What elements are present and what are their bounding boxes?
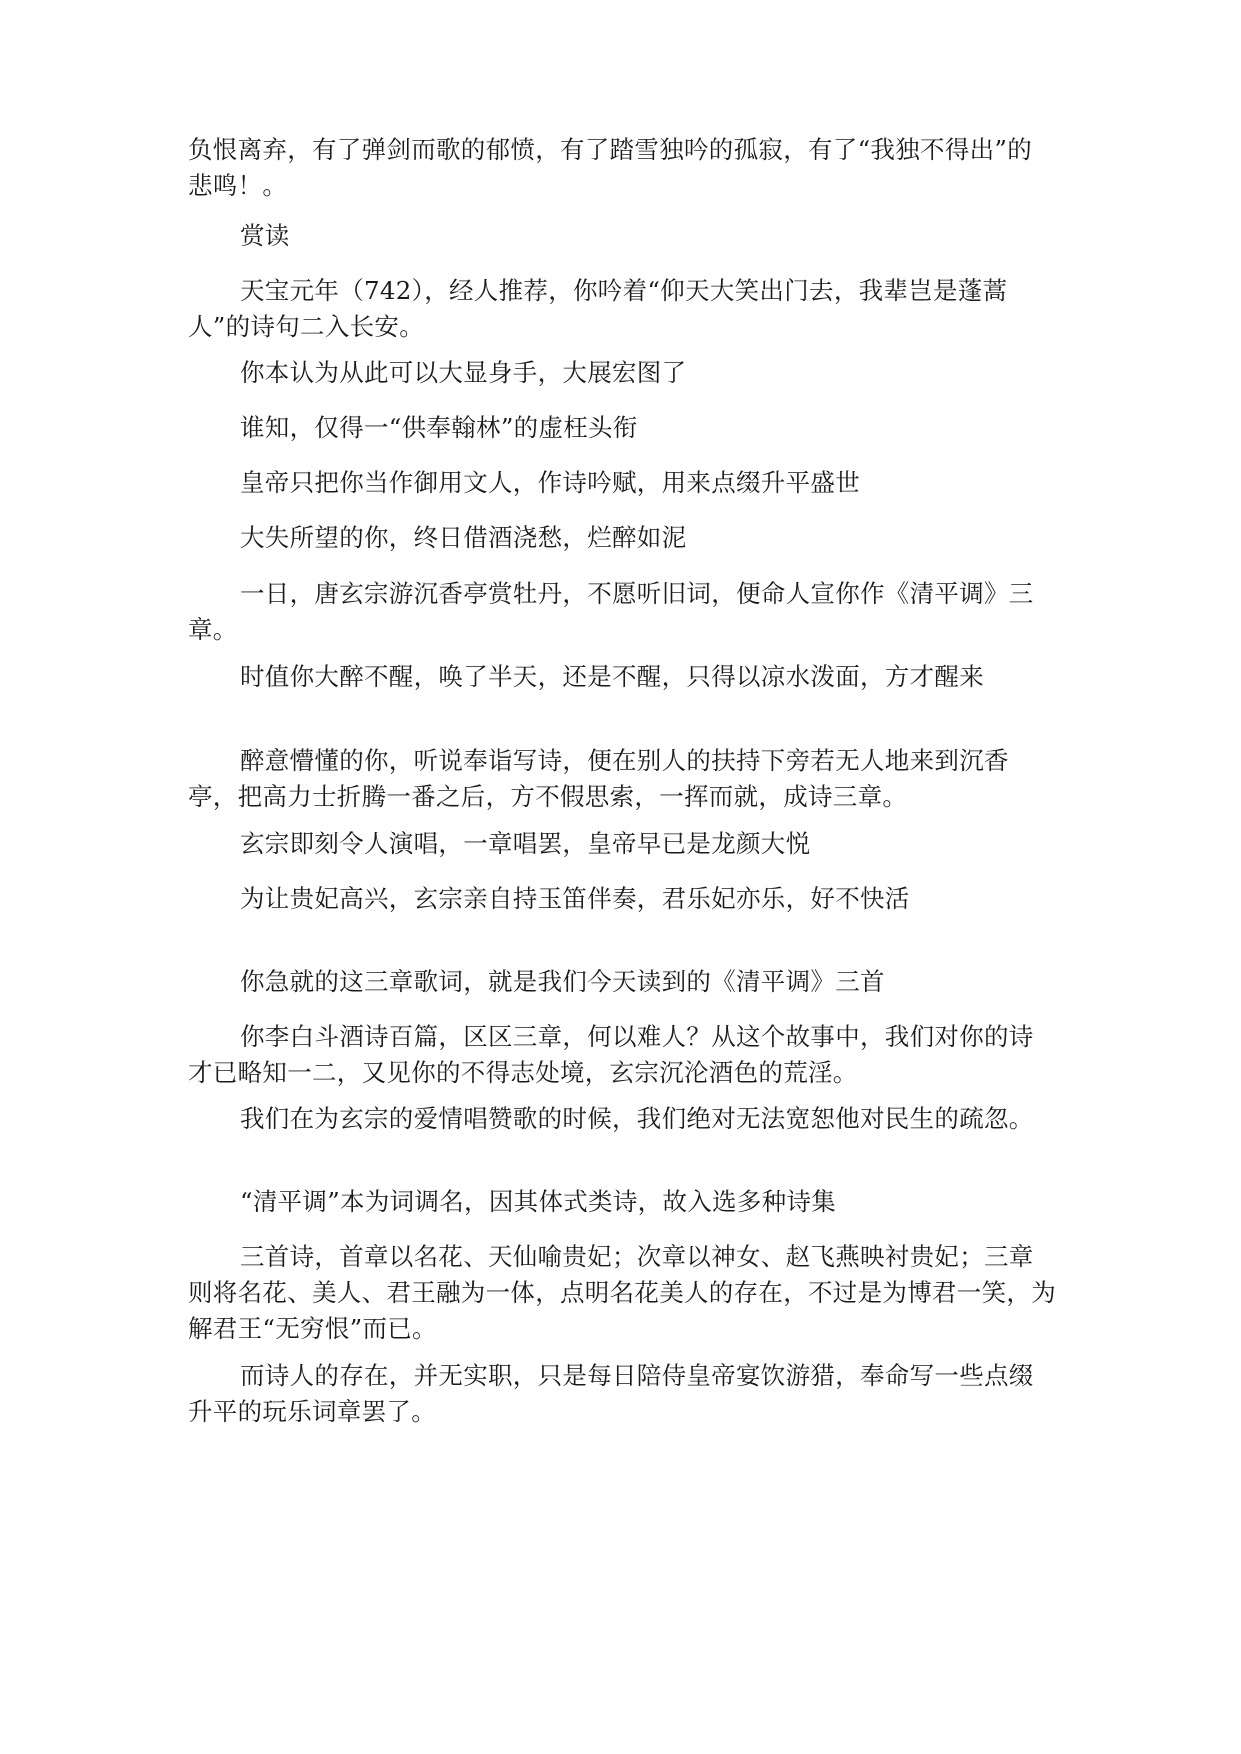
paragraph-continuation: 负恨离弃，有了弹剑而歌的郁愤，有了踏雪独吟的孤寂，有了“我独不得出”的悲鸣！。 xyxy=(188,135,1033,200)
paragraph: 醉意懵懂的你，听说奉诣写诗，便在别人的扶持下旁若无人地来到沉香亭，把高力士折腾一番之后，方不假思索，一挥而就，成诗三章。 xyxy=(188,746,1009,811)
paragraph: 三首诗，首章以名花、天仙喻贵妃；次章以神女、赵飞燕映衬贵妃；三章则将名花、美人、君王融为一体，点明名花美人的存在，不过是为博君一笑，为解君王“无穷恨”而已。 xyxy=(188,1242,1056,1343)
paragraph: 你急就的这三章歌词，就是我们今天读到的《清平调》三首 xyxy=(240,967,885,996)
paragraph: 谁知，仅得一“供奉翰林”的虚枉头衔 xyxy=(240,413,638,442)
paragraph: 你本认为从此可以大显身手，大展宏图了 xyxy=(240,358,687,387)
paragraph: 天宝元年（742），经人推荐，你吟着“仰天大笑出门去，我辈岂是蓬蒿人”的诗句二入长安。 xyxy=(188,276,1008,341)
paragraph: 大失所望的你，终日借酒浇愁，烂醉如泥 xyxy=(240,523,687,552)
section-heading-appreciation: 赏读 xyxy=(240,221,290,250)
paragraph: 皇帝只把你当作御用文人，作诗吟赋，用来点缀升平盛世 xyxy=(240,468,860,497)
paragraph: 为让贵妃高兴，玄宗亲自持玉笛伴奏，君乐妃亦乐，好不快活 xyxy=(240,884,910,913)
paragraph: “清平调”本为词调名，因其体式类诗，故入选多种诗集 xyxy=(240,1187,837,1216)
paragraph: 你李白斗酒诗百篇，区区三章，何以难人？从这个故事中，我们对你的诗才已略知一二，又见你的不得志处境，玄宗沉沦酒色的荒淫。 xyxy=(188,1022,1034,1087)
paragraph: 时值你大醉不醒，唤了半天，还是不醒，只得以凉水泼面，方才醒来 xyxy=(240,662,984,691)
paragraph: 而诗人的存在，并无实职，只是每日陪侍皇帝宴饮游猎，奉命写一些点缀升平的玩乐词章罢了。 xyxy=(188,1361,1034,1426)
paragraph: 一日，唐玄宗游沉香亭赏牡丹，不愿听旧词，便命人宣你作《清平调》三章。 xyxy=(188,579,1034,644)
paragraph: 玄宗即刻令人演唱，一章唱罢，皇帝早已是龙颜大悦 xyxy=(240,829,811,858)
paragraph: 我们在为玄宗的爱情唱赞歌的时候，我们绝对无法宽恕他对民生的疏忽。 xyxy=(240,1104,1034,1133)
